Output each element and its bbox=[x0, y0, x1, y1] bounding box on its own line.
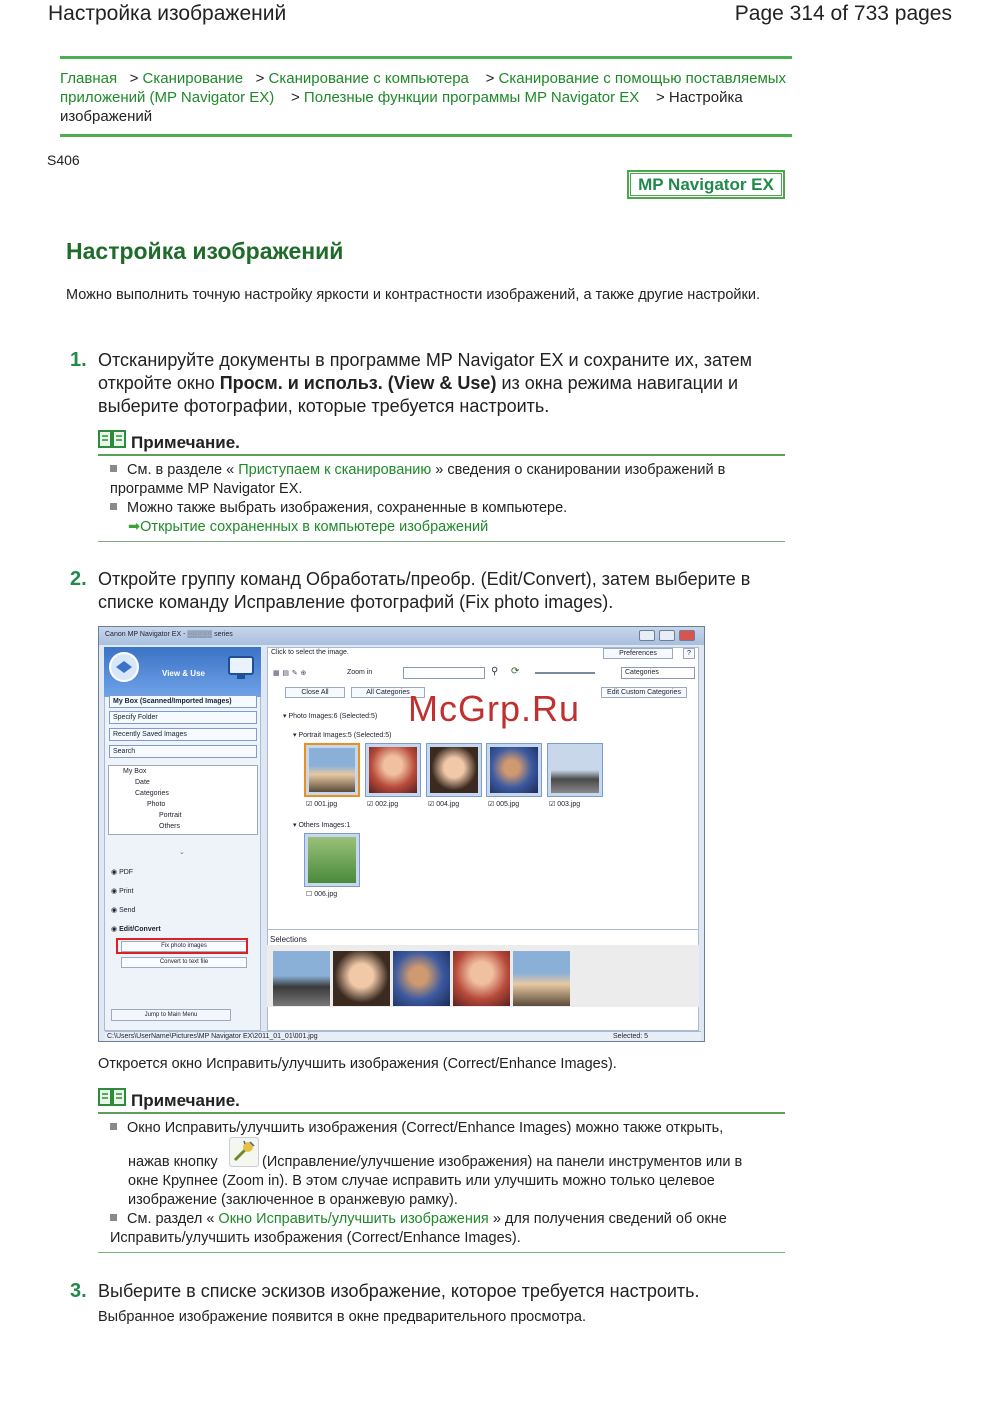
note-bullet bbox=[110, 1210, 770, 1248]
all-categories-button[interactable]: All Categories bbox=[351, 687, 425, 698]
step-text: Откройте группу команд Обработать/преобр. (Edit/Convert), затем выберите в списке команду Исправление фотографий (Fix photo images). bbox=[98, 569, 751, 612]
note-text: (Исправление/улучшение изображения) на панели инструментов или в окне Крупнее (Zoom in). В этом случае исправить или улучшить можно только целевое изображение (заключенное в оранжевую рамку). bbox=[128, 1154, 743, 1208]
file-name: 005.jpg bbox=[496, 801, 520, 808]
expand-chevron-icon[interactable]: ⌄ bbox=[179, 849, 185, 856]
thumbnail-caption[interactable]: ☐ 006.jpg bbox=[306, 891, 338, 898]
preferences-button[interactable]: Preferences bbox=[603, 648, 673, 659]
note-heading: Примечание. bbox=[131, 1091, 240, 1110]
thumbnail[interactable] bbox=[304, 743, 360, 797]
tree-item[interactable]: My Box bbox=[123, 768, 147, 775]
sidebar-edit-convert[interactable] bbox=[111, 924, 161, 933]
fix-photo-images-button[interactable]: Fix photo images bbox=[121, 941, 247, 952]
breadcrumb-current: Настройка изображений bbox=[60, 89, 743, 125]
step-subtext: Выбранное изображение появится в окне предварительного просмотра. bbox=[98, 1309, 587, 1325]
status-selected: Selected: 5 bbox=[613, 1033, 649, 1040]
sort-select[interactable]: Categories bbox=[621, 667, 695, 679]
note-bullet bbox=[110, 1119, 770, 1138]
folder-tree bbox=[108, 765, 258, 835]
group-label: Others Images:1 bbox=[298, 822, 351, 829]
thumbnail-caption[interactable]: ☑ 003.jpg bbox=[549, 801, 581, 808]
note-text: Можно также выбрать изображения, сохраненные в компьютере. bbox=[127, 500, 568, 516]
sidebar-pdf[interactable] bbox=[111, 867, 133, 876]
print-icon: ◉ bbox=[111, 888, 120, 895]
thumbnail-size-slider[interactable] bbox=[535, 672, 595, 674]
tree-item[interactable]: Photo bbox=[147, 801, 166, 808]
group-others-header[interactable]: ▾ Others Images:1 bbox=[293, 822, 351, 829]
send-icon: ◉ bbox=[111, 907, 120, 914]
result-text: Откроется окно Исправить/улучшить изображения (Correct/Enhance Images). bbox=[98, 1056, 617, 1072]
selected-thumbnail[interactable] bbox=[453, 951, 510, 1006]
sidebar-send[interactable] bbox=[111, 905, 135, 914]
thumbnail[interactable] bbox=[486, 743, 542, 797]
bullet-marker bbox=[110, 1123, 117, 1130]
thumbnail-image bbox=[308, 837, 356, 883]
highlight-frame bbox=[116, 938, 248, 954]
thumbnail-image bbox=[490, 747, 538, 793]
note-link-row bbox=[128, 518, 488, 537]
close-window-button[interactable] bbox=[679, 630, 695, 641]
bullet-marker bbox=[110, 1214, 117, 1221]
step-text-part: из окна режима навигации и выберите фотографии, которые требуется настроить. bbox=[98, 373, 739, 416]
page-code: S406 bbox=[47, 152, 80, 168]
fix-image-icon[interactable]: ✎ bbox=[291, 670, 298, 677]
search-input[interactable] bbox=[403, 667, 485, 679]
convert-to-text-button[interactable]: Convert to text file bbox=[121, 957, 247, 968]
note-rule bbox=[98, 454, 785, 456]
group-label: Photo Images:6 (Selected:5) bbox=[288, 713, 378, 720]
selected-thumbnail[interactable] bbox=[273, 951, 330, 1006]
thumbnail-image bbox=[369, 747, 417, 793]
selected-thumbnail[interactable] bbox=[333, 951, 390, 1006]
note-text: См. раздел « bbox=[127, 1211, 219, 1227]
step-number: 3. bbox=[70, 1280, 87, 1302]
note-text: » сведения о сканировании изображений в программе MP Navigator EX. bbox=[110, 462, 726, 497]
file-name: 004.jpg bbox=[436, 801, 460, 808]
toolbar-icons bbox=[273, 667, 306, 678]
sidebar-item-label: PDF bbox=[119, 869, 134, 876]
window-title: Canon MP Navigator EX - ▒▒▒▒▒ series bbox=[105, 631, 233, 638]
thumbnail[interactable] bbox=[304, 833, 360, 887]
thumbnail-caption[interactable]: ☑ 004.jpg bbox=[428, 801, 460, 808]
step-number: 2. bbox=[70, 568, 87, 590]
monitor-icon bbox=[226, 653, 256, 683]
step-bold-term: Просм. и использ. (View & Use) bbox=[219, 373, 497, 393]
status-bar bbox=[105, 1031, 701, 1041]
click-hint: Click to select the image. bbox=[271, 649, 349, 656]
selected-thumbnail[interactable] bbox=[513, 951, 570, 1006]
note-bullet bbox=[110, 461, 770, 499]
file-name: 006.jpg bbox=[314, 891, 338, 898]
sidebar-print[interactable] bbox=[111, 886, 133, 895]
tree-item[interactable]: Portrait bbox=[159, 812, 182, 819]
nav-search[interactable]: Search bbox=[109, 745, 257, 758]
view-use-label: View & Use bbox=[162, 669, 205, 678]
step-text-part: Отсканируйте документы в программе MP Navigator EX и сохраните их, затем откройте окно bbox=[98, 350, 753, 393]
note-rule bbox=[98, 1112, 785, 1114]
group-label: Portrait Images:5 (Selected:5) bbox=[298, 732, 392, 739]
breadcrumb-scan-from-pc[interactable]: Сканирование с компьютера bbox=[268, 70, 469, 87]
tree-item[interactable]: Date bbox=[135, 779, 150, 786]
thumbnail-image bbox=[309, 748, 355, 792]
status-path: C:\Users\UserName\Pictures\MP Navigator EX\2011_01_01\001.jpg bbox=[107, 1033, 318, 1040]
step-text: Выберите в списке эскизов изображение, которое требуется настроить. bbox=[98, 1281, 700, 1301]
note-text: Окно Исправить/улучшить изображения (Correct/Enhance Images) можно также открыть, bbox=[127, 1120, 724, 1136]
maximize-button[interactable] bbox=[659, 630, 675, 641]
link-getting-started[interactable]: Приступаем к сканированию bbox=[238, 462, 432, 478]
link-correct-enhance-window[interactable]: Окно Исправить/улучшить изображения bbox=[218, 1211, 489, 1227]
bullet-marker bbox=[110, 503, 117, 510]
bullet-marker bbox=[110, 465, 117, 472]
zoom-in-label[interactable]: Zoom in bbox=[347, 669, 373, 676]
breadcrumb-home[interactable]: Главная bbox=[60, 70, 118, 87]
view-grid-icon[interactable]: ▦ bbox=[273, 670, 280, 677]
breadcrumb-sep: > bbox=[247, 70, 269, 87]
breadcrumb-scan-with-apps[interactable]: Сканирование с помощью поставляемых приложений (MP Navigator EX) bbox=[60, 70, 787, 106]
breadcrumb-sep: > bbox=[473, 70, 499, 87]
sidebar-item-label: Print bbox=[119, 888, 134, 895]
thumbnail-caption[interactable]: ☑ 001.jpg bbox=[306, 801, 338, 808]
edit-icon: ◉ bbox=[111, 926, 120, 933]
breadcrumb-sep: > bbox=[643, 89, 669, 106]
page-counter: Page 314 of 733 pages bbox=[734, 2, 952, 25]
note-divider bbox=[98, 1252, 785, 1253]
nav-recently-saved[interactable]: Recently Saved Images bbox=[109, 728, 257, 741]
note-divider bbox=[98, 541, 785, 542]
panel-divider bbox=[267, 929, 699, 930]
refresh-icon[interactable]: ⟳ bbox=[511, 666, 520, 677]
note-text: См. в разделе « bbox=[127, 462, 239, 478]
nav-specify-folder[interactable]: Specify Folder bbox=[109, 711, 257, 724]
breadcrumb bbox=[60, 56, 792, 137]
thumbnail-caption[interactable]: ☑ 002.jpg bbox=[367, 801, 399, 808]
selected-thumbnail[interactable] bbox=[393, 951, 450, 1006]
file-name: 001.jpg bbox=[314, 801, 338, 808]
tree-item[interactable]: Categories bbox=[135, 790, 169, 797]
tree-item[interactable]: Others bbox=[159, 823, 181, 830]
note-text: » для получения сведений об окне Исправить/улучшить изображения (Correct/Enhance Images). bbox=[110, 1211, 727, 1246]
group-portrait-header[interactable]: ▾ Portrait Images:5 (Selected:5) bbox=[293, 732, 392, 739]
note-book-icon bbox=[98, 428, 126, 455]
group-photo-header[interactable]: ▾ Photo Images:6 (Selected:5) bbox=[283, 713, 378, 720]
help-button[interactable]: ? bbox=[683, 648, 695, 659]
link-open-saved-images[interactable]: Открытие сохраненных в компьютере изображений bbox=[140, 519, 489, 535]
search-icon[interactable]: ⚲ bbox=[491, 666, 499, 677]
product-badge bbox=[627, 170, 785, 199]
note-bullet bbox=[110, 499, 770, 518]
selections-label: Selections bbox=[270, 935, 307, 944]
breadcrumb-useful-functions[interactable]: Полезные функции программы MP Navigator EX bbox=[303, 89, 640, 106]
thumbnail-image bbox=[551, 747, 599, 793]
thumbnail[interactable] bbox=[426, 743, 482, 797]
note-heading: Примечание. bbox=[131, 433, 240, 452]
thumbnail-caption[interactable]: ☑ 005.jpg bbox=[488, 801, 520, 808]
sidebar-item-label: Send bbox=[119, 907, 136, 914]
step-text bbox=[98, 349, 778, 418]
breadcrumb-sep: > bbox=[121, 70, 143, 87]
nav-my-box[interactable]: My Box (Scanned/Imported Images) bbox=[109, 695, 257, 708]
breadcrumb-scanning[interactable]: Сканирование bbox=[142, 70, 244, 87]
file-name: 003.jpg bbox=[557, 801, 581, 808]
intro-text: Можно выполнить точную настройку яркости и контрастности изображений, а также другие настройки. bbox=[66, 287, 760, 303]
pdf-icon: ◉ bbox=[111, 869, 120, 876]
breadcrumb-sep: > bbox=[278, 89, 304, 106]
document-title: Настройка изображений bbox=[48, 2, 287, 25]
view-use-header bbox=[104, 647, 261, 697]
edit-custom-categories-button[interactable]: Edit Custom Categories bbox=[601, 687, 687, 698]
product-badge-label: MP Navigator EX bbox=[630, 173, 782, 196]
minimize-button[interactable] bbox=[639, 630, 655, 641]
sidebar-item-label: Edit/Convert bbox=[119, 926, 161, 933]
note-text: нажав кнопку bbox=[128, 1154, 218, 1170]
note-book-icon bbox=[98, 1086, 126, 1113]
thumbnail[interactable] bbox=[365, 743, 421, 797]
thumbnail[interactable] bbox=[547, 743, 603, 797]
close-all-button[interactable]: Close All bbox=[285, 687, 345, 698]
view-list-icon[interactable]: ▤ bbox=[282, 670, 290, 677]
watermark: McGrp.Ru bbox=[408, 688, 581, 729]
file-name: 002.jpg bbox=[375, 801, 399, 808]
step-number: 1. bbox=[70, 349, 87, 371]
app-screenshot bbox=[98, 626, 705, 1042]
thumbnail-image bbox=[430, 747, 478, 793]
page-title: Настройка изображений bbox=[66, 238, 344, 264]
navigator-logo-icon bbox=[108, 651, 140, 683]
zoom-in-icon[interactable]: ⊕ bbox=[300, 670, 307, 677]
window-titlebar bbox=[99, 627, 704, 645]
jump-main-menu-button[interactable]: Jump to Main Menu bbox=[111, 1009, 231, 1021]
arrow-right-icon: ➡ bbox=[128, 519, 141, 535]
